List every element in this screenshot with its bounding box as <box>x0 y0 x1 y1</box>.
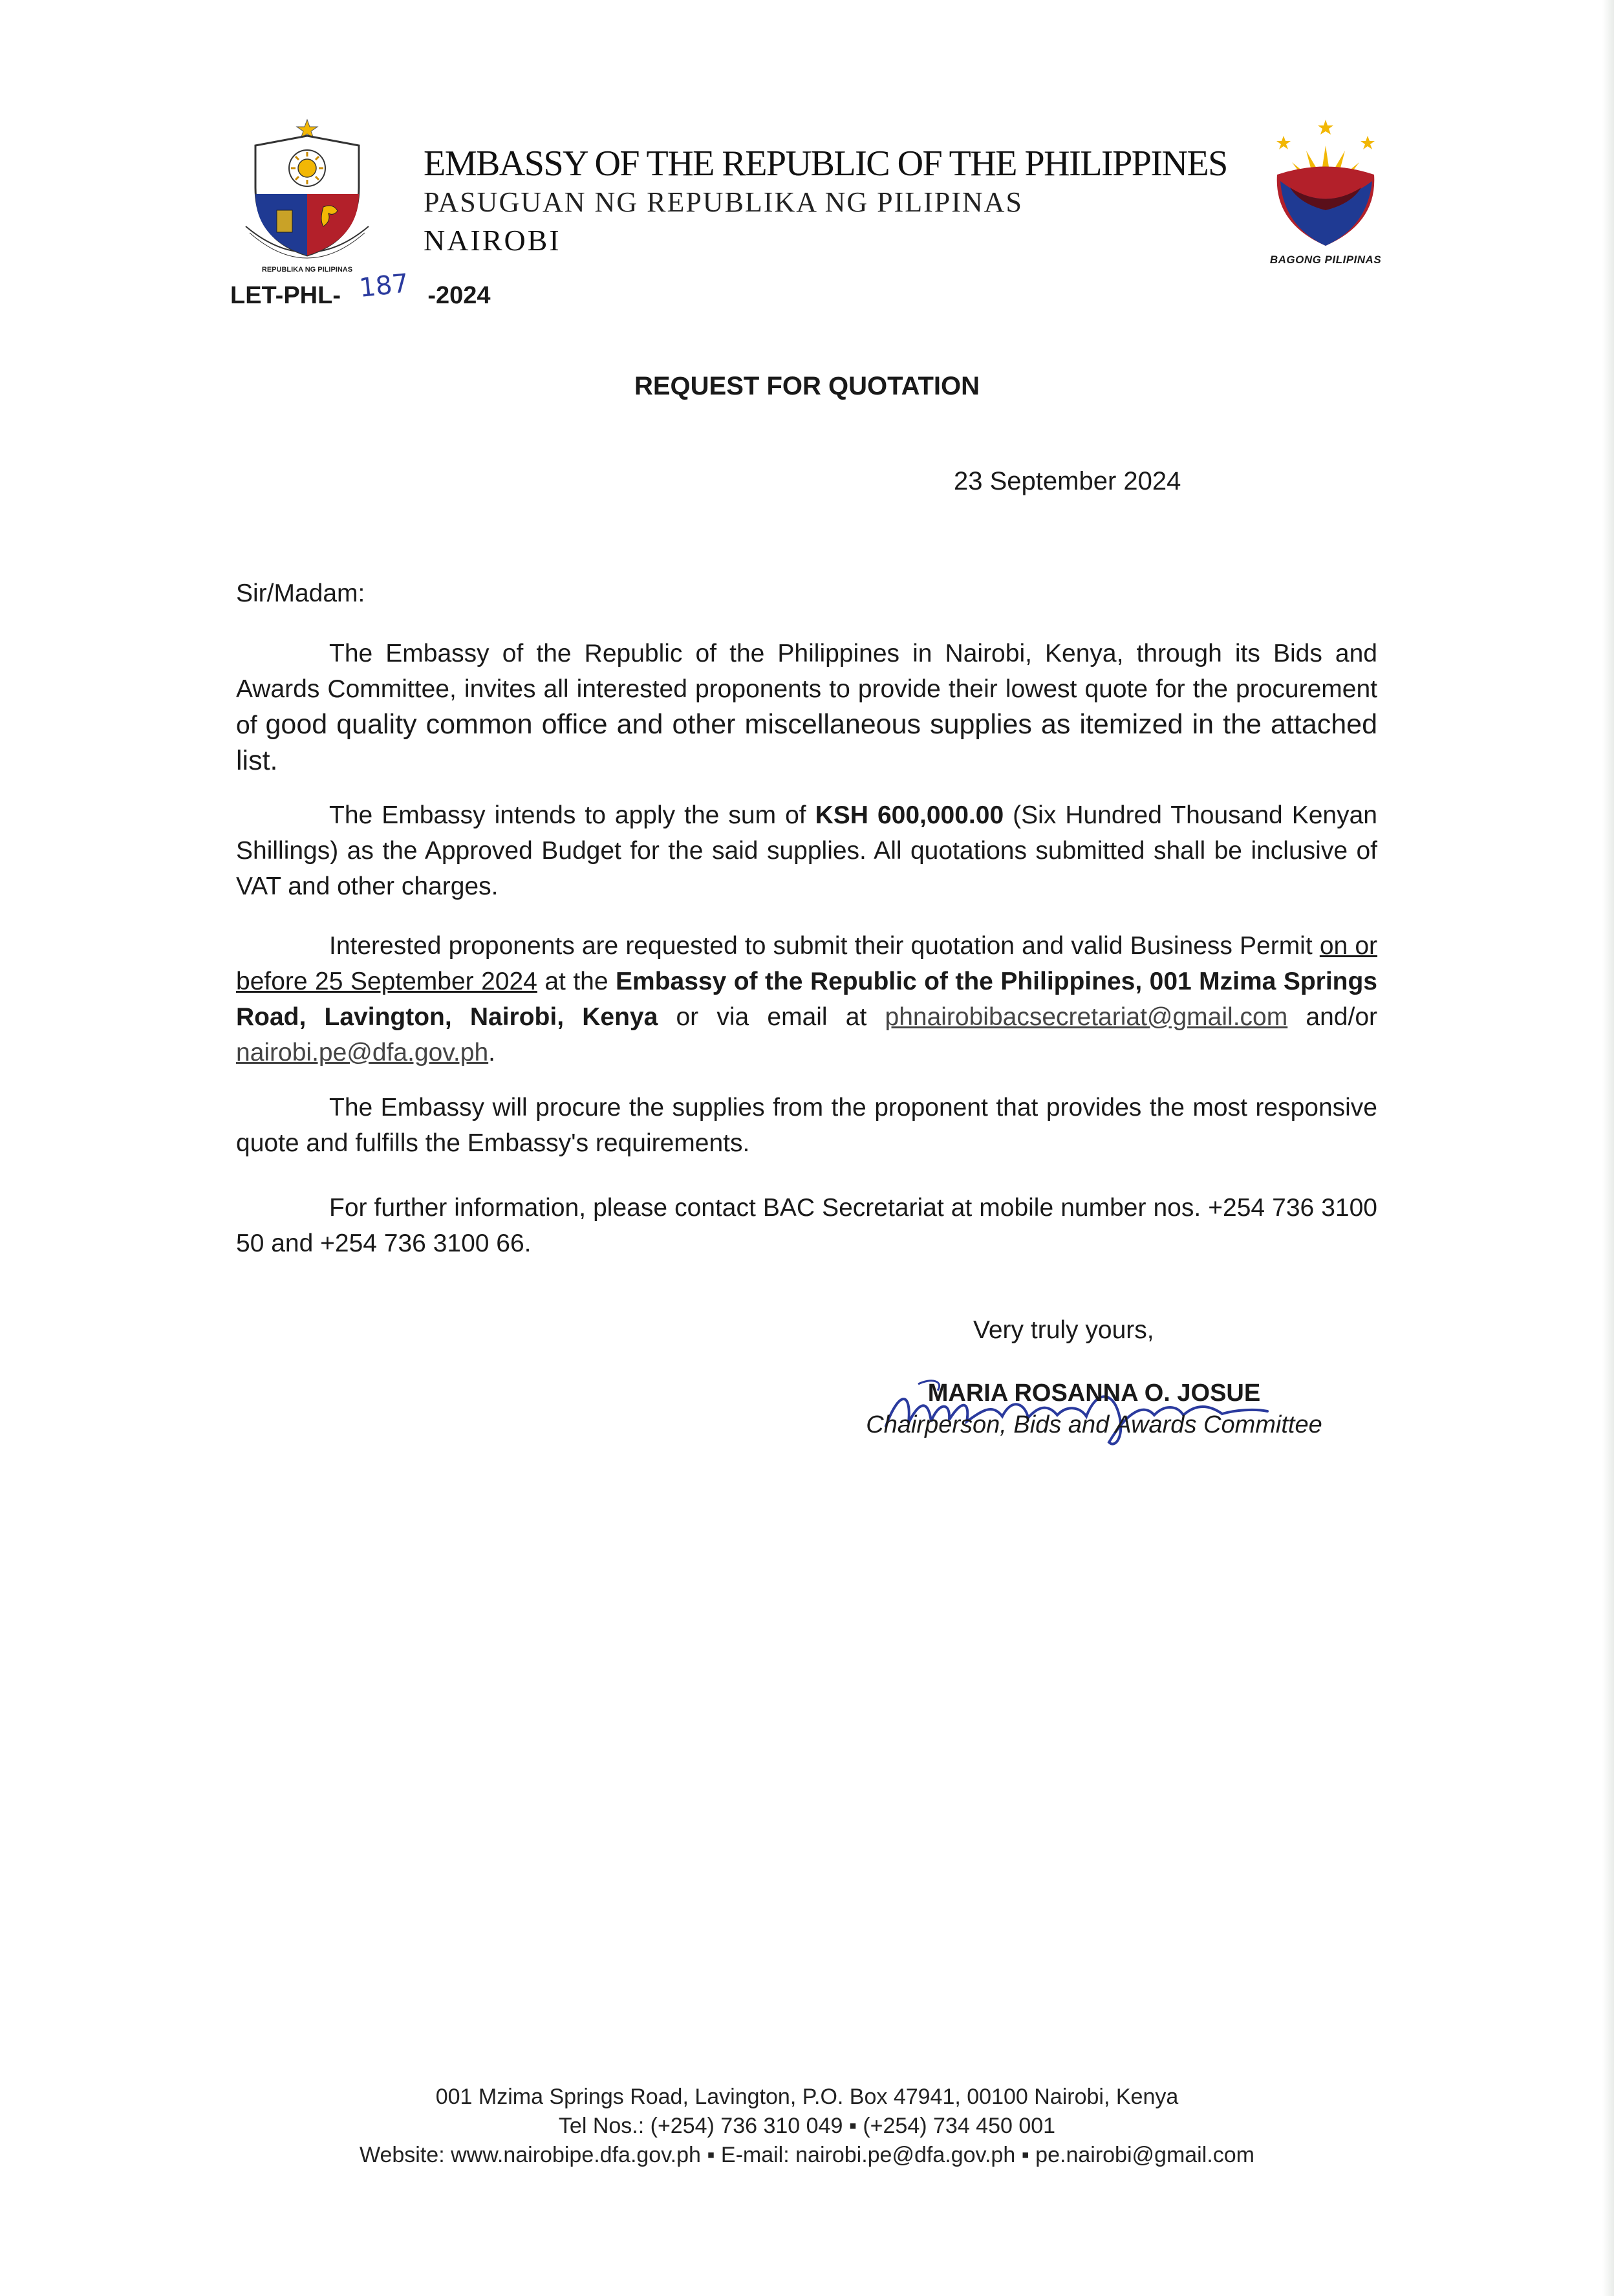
philippine-coat-of-arms <box>239 116 375 278</box>
p1-text: The Embassy of the Republic of the Philippines in Nairobi, Kenya, through its Bids and Awards Committee, invites all interested proponents to provide their lowest quote for the procurement of <box>236 640 1377 739</box>
letterhead <box>424 144 1227 260</box>
embassy-name-en: EMBASSY OF THE REPUBLIC OF THE PHILIPPINES <box>424 144 1227 184</box>
footer-address: 001 Mzima Springs Road, Lavington, P.O. Box 47941, 00100 Nairobi, Kenya <box>435 2085 1179 2109</box>
bagong-pilipinas-label: BAGONG PILIPINAS <box>1269 254 1382 266</box>
submission-deadline: on or before 25 September 2024 <box>236 932 1377 995</box>
embassy-email-link[interactable]: nairobi.pe@dfa.gov.ph <box>236 1039 489 1067</box>
scan-edge <box>1602 0 1614 2296</box>
paragraph-procurement <box>236 1090 1377 1161</box>
p1-text-large: good quality common office and other miscellaneous supplies as itemized in the attached list. <box>236 709 1377 776</box>
letter-date: 23 September 2024 <box>954 467 1181 495</box>
embassy-city: NAIROBI <box>424 224 561 257</box>
p3-text-d: and/or <box>1287 1003 1377 1031</box>
reference-prefix: LET-PHL- <box>230 282 341 309</box>
embassy-name-fil: PASUGUAN NG REPUBLIKA NG PILIPINAS <box>424 186 1023 218</box>
p3-text-b: at the <box>537 968 616 995</box>
signature-block <box>816 1378 1372 1441</box>
p2-text: The Embassy intends to apply the sum of <box>329 801 815 829</box>
salutation <box>236 576 1377 611</box>
paragraph-budget <box>236 797 1377 904</box>
paragraph-contact <box>236 1190 1377 1261</box>
salutation-text: Sir/Madam: <box>236 579 365 607</box>
bagong-pilipinas-logo <box>1254 120 1397 249</box>
seal-scroll-text: REPUBLIKA NG PILIPINAS <box>261 266 353 274</box>
signatory-name: MARIA ROSANNA O. JOSUE <box>927 1380 1261 1407</box>
submission-address: Embassy of the Republic of the Philippines, 001 Mzima Springs Road, Lavington, Nairobi, Kenya <box>236 968 1377 1031</box>
closing: Very truly yours, <box>973 1316 1154 1344</box>
document-title: REQUEST FOR QUOTATION <box>634 372 980 400</box>
footer-web-email: Website: www.nairobipe.dfa.gov.ph ▪ E-mail: nairobi.pe@dfa.gov.ph ▪ pe.nairobi@gmail.com <box>360 2143 1254 2167</box>
paragraph-submission <box>236 928 1377 1070</box>
reference-suffix: -2024 <box>427 282 491 309</box>
paragraph-invitation <box>236 636 1377 779</box>
reference-handwritten-number: 187 <box>358 268 411 303</box>
footer-telephone: Tel Nos.: (+254) 736 310 049 ▪ (+254) 734 450 001 <box>558 2114 1056 2138</box>
p5-text: For further information, please contact BAC Secretariat at mobile number nos. +254 736 3100 50 and +254 736 3100 66. <box>236 1194 1377 1257</box>
p3-text-c: or via email at <box>658 1003 885 1031</box>
signatory-position: Chairperson, Bids and Awards Committee <box>866 1411 1322 1438</box>
p4-text: The Embassy will procure the supplies from the proponent that provides the most responsive quote and fulfills the Embassy's requirements. <box>236 1094 1377 1157</box>
p2-text-end: (Six Hundred Thousand Kenyan Shillings) as the Approved Budget for the said supplies. All quotations submitted shall be inclusive of VAT and other charges. <box>236 801 1377 900</box>
budget-amount: KSH 600,000.00 <box>815 801 1004 829</box>
bac-email-link[interactable]: phnairobibacsecretariat@gmail.com <box>885 1003 1288 1031</box>
letter-footer <box>0 2083 1614 2170</box>
p3-text-e: . <box>488 1039 495 1067</box>
p3-text: Interested proponents are requested to submit their quotation and valid Business Permit <box>329 932 1320 960</box>
